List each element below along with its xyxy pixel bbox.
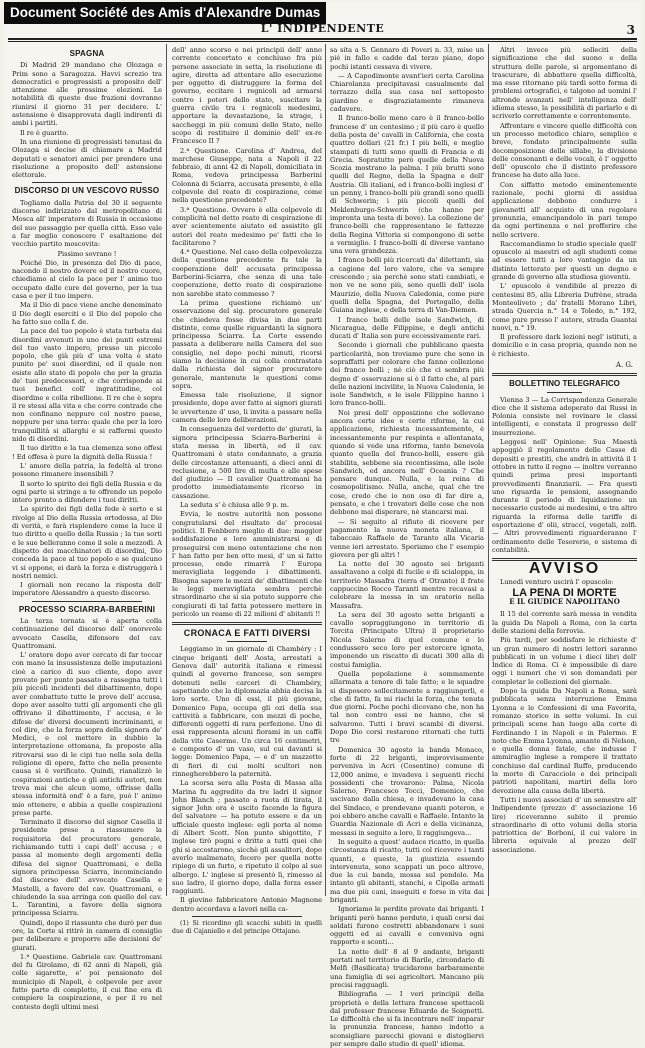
article-paragraph: Lo spirito dei figli della fede è sorto e si rivolge al Dio della Russia ortodossa, al Dio di verità, e farà risplendere come la luce il tuo diritto e quello della Russia ; la tue sorti e le sue belleranno come il sole a mezzodì. A dispetto dei macchinatori di disordini, Dio conceda la pace al tuo popolo e se qualcuno vi si oppone, ei darà la forza e distruggerà i nostri nemici. [12,505,162,580]
article-paragraph: Quella popolazione è sommamente allarmata a tenore di tale fatto; e le squadre si disposero sollecitamente a raggiungerli, e che di fatto, fa mi rischi la forza, che tenuta due giorni. Poche pochi dicevano che, non ha tal non contro essi ne hanno, che si salvarono. Tutti i bravi scambi di diversi. Dopo Dio corsi restarono ritornati che tutti tre [330,669,484,745]
article-paragraph: Il re è guarito. [20,128,69,137]
article-paragraph: Leggiamo in un giornale di Chambéry : I cinque briganti dell' Aosta, arrestati a Genova dall' autorità italiana e rimessi quindi al governo francese, son sempre detenuti nelle carceri di Chambéry, aspettando che la diplomazia abbia decisa la loro sorte. Uno di essi, il più giovane, Domenico Papa, occupa gli ozi della sua cattività a fabbricare, con mezzi di poche, differenti oggetti di rara perfezione. Uno di essi rappresenta alcuni fiorami in un caffè della vite Caserme. Un circa 16 centimetri, e composto d' un vaso, sul cui davanti si legge: Domenico Papa, — e d' un mazzetto di fiori di cui molti scultori non rinnegherebbero la paternità. [172,645,322,778]
column-4 [492,46,637,896]
article-paragraph: In seguito a quest' audace ricatto, in quella circostanza di ricatto, tutti col ricevere i tanti quanti, e queste, la giustizia essendo intervenuta, sono scappati un poco altrove, due la cui banda, mossa sul pendolo. Ma intanto gli abitanti, stanchi, e Cipolla armati ma due più cani, inseguiti e forse in vita dai briganti. [330,837,484,904]
article-paragraph: Poiché Dio, in presenza del Dio di pace, nacondo il nostro dovere ed il nostro cuore, chiediamo al cielo la pace per l' animo tuo occupato dalle cure del governo, per la tua casa e per il tuo impero. [12,258,162,301]
article-paragraph: 2.ª Questione. Carolina d' Andrea, del marchese Giuseppe, nata a Napoli il 22 febbraio, di anni 42 di Napoli, domiciliata in Roma, vedova principessa Barberini Colonna di Sciarra, accusata presente, è ella colpevole del reato di cospirazione, come nella questione precedente? [172,146,322,205]
article-paragraph: Emessa tale risoluzione, il signor presidente, dopo aver fatto ai signori giurati le avvertenze d' uso, li invita a passare nella camera delle loro deliberazioni. [172,391,322,425]
article-paragraph: La seduta s' è chiusa alle 9 p. m. [180,501,290,510]
article-paragraph: Ignoriamo le perdite provate dai briganti. I briganti però hanno perduto, i quali corsi dai soldati furono costretti abbandonare i suoi oggetti ed ai cavalli e conveniva ogni rapporto e sconti... [330,905,484,947]
page-number: 3 [626,23,635,37]
footnote: (1) Si ricordino gli scacchi subiti in quelli due dì Cajaniello e del principe Ottajano. [172,919,322,936]
article-paragraph: Di Madrid 29 mandano che Olozaga e Prim sono a Saragozza. Havvi screzio tra democratici e progressisti a proposito dell' attenzione alle prossime elezioni. Le notabilità di queste due frazioni dovranno riunirsi il giorno 31 per decidere. L' astensione è disapprovata dagli indirenti di ambi i partiti. [12,61,162,128]
article-paragraph: Dopo la guida Da Napoli a Roma, sarà pubblicata senza interruzione Emma Lyonna e le Confessioni di una Favorita, romanzo storico in sette volumi. In cui principali scene han luogo alla corte di Ferdinando I in Napoli e in Palermo. E noto che Emma Lyonna, amante di Nelson, e quella donna fatale, che indusse l' ammiraglio inglese a rompere il trattato conchiuso dal cardinal Ruffo, producendo la morte di Caracciolo e dei principali patrioti napolitani, martiri della loro devozione alla causa della libertà. [492,687,637,795]
article-paragraph: La pace del tuo popolo è stata turbata dai disordini avvenuti in uno dei punti estremi del tuo vasto impero, presso un piccolo popolo, che già più d' una volta è stato punito pe' suoi disordini, ed il quale non esiste allo stato di popolo che per la grazia de' tuoi predecessori, e che corrisponde ai tuoi benefici coll' ingratitudine, col disordine e colla ribellione. Il re che è sopra il re stessi alla vita e che corre contrade che non confinano neppure col nostro paese, neppure per una terra: quale che per la loro tranquillità si allarghi e si raffermi questo nido di disordini. [12,327,162,444]
column-divider [166,44,167,896]
section-divider [32,182,142,183]
article-paragraph: Secondo i giornali che pubblicano questa particolarità, non troviamo pure che sono in sopraffatti per colorare che fanno collezione dei franco bolli ; nè ciò che ci sembra più degno d' osservazione si è il fatto che, al pari delle nazioni incivilite, la Nuova Caledonia, le isole Sandwich, e le isole Filippine hanno i loro franco-bolli. [330,341,484,408]
article-paragraph: L' opuscolo è vendibile al prezzo di centesimi 85, alla Libreria Dufrène, strada Monteoliveto ; da' fratelli Morano Libri, strada Quercia n.° 14 e Toledo, n.° 192, come pure presso l' autore, strada Guantai nuovi, n.° 19. [492,282,637,332]
article-paragraph: Vienna 3 — La Corrispondenza Generale dice che il sistema adoperato dai Russi in Polonia consiste nel rovinare le classi intelligenti, e constata il progresso dell' insurrezione. [492,395,637,437]
article-paragraph: Con siffatto metodo eminentemente razionale, pochi giorni di assidua applicazione debbono condurre i giovanetti all' acquisto di una regolare pronunzia, emancipandolo in pari tempo da ogni pertinenza e nel profferire che nello scrivere. [492,180,637,239]
section-heading-discorso: DISCORSO DI UN VESCOVO RUSSO [14,186,160,196]
article-paragraph: Tutti i nuovi associati d' un semestre all' Indipendente (prezzo d' associazione 16 lire) riceveranno subito il premio straordinario di otto volumi della storia patriottica de' Borboni, il cui valore in libreria equivale al prezzo dell' associazione. [492,795,637,854]
article-paragraph: L' amore della patria, la fedeltà al trono possono rimanere insensibili ? [12,461,162,479]
section-heading-cronaca: CRONACA E FATTI DIVERSI [183,628,311,639]
avviso-heading: AVVISO [528,560,601,578]
article-paragraph: Quindi, dopo il riassunto che durò per due ore, la Corte si ritirò in camera di consiglio per deliberare e proporre alle decisioni de' giurati. [12,918,162,952]
section-divider [492,373,637,376]
column-divider [325,44,326,896]
newspaper-page [4,2,641,1048]
article-paragraph: 1.ª Questione. Gabriele cav. Quattromani del fu Girolamo, di 62 anni di Napoli, già colle sigarette, e' poi pensionato del municipio di Napoli, è colpevole per aver fatto parte di complotto, il cui fine era di compiere la cospirazione, e per il re nel contesto degli ultimi mesi [12,952,162,1011]
article-paragraph: La scorsa sera alla Posta di Massa alla Marina fu aggredito da tre ladri il signor John Blanch ; passato a ruota di tirata, il signor John ora è uscito facendo la figura del salvatore — ha potuto essere e da un ufficiale questo inglese: egli porta al nome di Albert Scott. Non punto sbigottito, l' inglese tirò pugni e dritte a tutti quei che ghi si accostarono, sicchè gli assalitori, dopo averlo malmenato, fecero per quella notte ripiego di un furto, e ripetuto il colpo al suo albergo. L' inglese si presentò lì, rimesso al suo ladro, il giorno dopo, dalla forza esser raggiunti. [172,779,323,896]
column-1 [12,46,162,1011]
article-paragraph: sa sita a S. Gennaro di Poveri n. 33, mise un pié in fallo e cadde dal terzo piano, dopo pochi istanti cessava di vivere. [330,46,484,71]
article-paragraph: Il franco-bollo meno caro è il franco-bollo francese d' un centesimo ; il più caro è quello della posta de' cavalli in California, che costa quattro dollari (21 fr.) I più belli, e meglio stampati di tutti sono quelli di Francia e di Grecia. Sopratutto però quelle della Nuova Scozia mostrano la palma. I più brutti sono quelli del Regno, della la Spagna e dell' Austria. Gli italiani, ed i franco-bolli inglesi d' un penny, i franco-bolli più grandi sono quelli di Schwerin; i più piccoli quelli del Meklenburgo-Schwerin (che hanno per impronta una testa di bove). La collezione de' franco-bolli che rappresentano le fattezze della Regina Vittoria si compongono di sette a vermiglio. I franco-bolli di diverse vantano una vera grandezza. [330,114,484,256]
article-paragraph: 3.ª Questione. Ovvero è ella colpevole di complicità nel detto reato di cospirazione di aver scientemente aiutato ed assistito gli autori del reato medesimo pe' fatti che lo facilitarono ? [172,205,322,247]
article-paragraph: I franco bolli più ricercati da' dilettanti, sia a cagione del loro valore, che va sempre crescendo ; sia perchè sono stati cambiati, e non ve ne sono più, sono quelli dell' isola Maurizio, della Nuova Caledonia, come pure quelli della Spagna, del Portogallo, della Guiana inglese, e della terra di Van-Diemen. [330,256,484,315]
footnote-divider [192,916,302,917]
section-heading-processo: PROCESSO SCIARRA-BARBERINI [18,604,156,614]
article-paragraph: La terza tornata si è aperta colla continuazione del discorso dell' onorevole avvocato Casella, difensore del cav. Quattromani. [12,617,162,650]
column-2 [172,46,323,936]
article-paragraph: I franco bolli delle isole Sandwich, di Nicaragua, delle Filippine, e degli antichi ducati d' Italia son pure eccessivamente rari. [330,315,484,341]
article-paragraph: dell' anno scorso e nei principii dell' anno corrente concertato e conchiuso fra più persone associate in setta, la risoluzione di agire, diretta ad attentare allo esecuzione per oggetto di distruggere la forma del governo, eccitare i regnicoli ad armarsi contro i poteri dello stato, suscitare la guerra civile tra i regnicoli medesimi, apportare la devastazione, la strage, i saccheggi in più comuni dello Stato, nello scopo di restituire il dominio dell' ex-re Francesco II ? [172,46,322,146]
article-paragraph: Domenica 30 agosto la banda Monaco, forte di 22 briganti, improvvisamente perveniva in Acri (Cosentino) comune di 12,000 anime, e invadeva i seguenti ricchi possidenti che trovarono: Palma, Nicola Salerno, Francesco Tocci, Domenico, che uscivano dalla chiesa, e invadevano la casa del Sindaco, e prendevano quanti poteron, e poi ebbero anche cavalli e Raffaele. Intanto la Guardia Nazionale di Acri e della vicinanza, messasi in seguito a loro, li raggiungeva... [330,745,484,837]
article-paragraph: Il sorto lo spirito dei figli della Russia e da ogni parte si stringe a te offrendo un popolo intero pronto a difendere i tuoi diritti. [12,479,162,505]
section-heading-bollettino: BOLLETTINO TELEGRAFICO [509,379,620,389]
article-paragraph: Il 15 del corrente sarà messa in vendita la guida Da Napoli a Roma, con la carta delle stazioni della ferrovia. [492,610,637,635]
article-paragraph: Bibliografia — I veri principii della proprietà e della lettura francese spettacoli dal professor francese Eduardo de Soignetti. Le difficoltà che si fa incontrare nell' imparar la pronunzia francese, hanno indotto a sconsigliare parecchi giovani e distogliervi per sempre dallo studio di quell' idioma. [330,990,484,1048]
article-paragraph: 4.ª Questione. Nel caso della colpevolezza della questione precedente fu tale la cooperazione dell' accusata principessa Barberini-Sciarra, che senza di una tale cooperazione, detto reato di cospirazione non sarebbe stato commesso ? [172,248,322,298]
section-divider [227,641,267,642]
article-paragraph: In conseguenza del verdetto de' giurati, la signora principessa Sciarra-Barberini è stata messa in libertà, ed il cav. Quattromani è stato condannato, a grazia delle circostanze attenuanti, a dieci anni di reclusione, a 500 lire di multa e alle spese del giudizio — Il cavalier Quattromani ha prodotto immediatamente ricorso in cassazione. [172,425,322,500]
article-paragraph: Più tardi, per soddisfare le richieste d' un gran numero di nostri lettori saranno pubblicati in un volume i dieci libri dell' Indice di Roma. Ci è impossibile di dare oggi i numeri che vi son domandati per completar le collezioni del giornale. [492,636,637,686]
article-paragraph: Il professore dark lezioni negl' istituti, a domicilio e in casa propria, quando non ne è richiesto. [492,333,637,358]
article-paragraph: Lunedì venturo uscirà l' opuscolo: [500,577,614,586]
article-paragraph: Togliamo dalla Patria del 30 il seguente discorso indirizzato dal metropolitano di Mosca all' imperatore di Russia in occasione del suo passaggio per quella città. Esso vale a far meglio conoscere l' esaltazione del vecchio partito moscovita: [12,198,162,249]
section-heading-spagna: SPAGNA [69,49,105,58]
society-banner: Document Société des Amis d'Alexandre Dumas [4,2,326,24]
article-paragraph: Noi presi dell' opposizione che sollevano ancora certe idee e certe riforme, la cui applicazione, richiesta incessantemente, è incessantemente pur respinta e allontanata, quando si vede una riforma, tanto benevola quanto quella del franco-bolli, essere già stabilita, sebbene sia recentissima, alle isole Sandwich, ed ancora nell' Oceania ? Che pensare dunque. Nulla, e la reina di cosmopolitismo. Nulla, anche, qual che tre cose, credo che io non oso di far dire a, pensato, e che i trovatori delle cose che non debbono mai disperare, nè stancarsi mai. [330,408,484,517]
article-paragraph: — Si seguito al rifiuto di ricevere per pagamento la nuova moneta italiana, il tabaccaio Raffaele de Taranto alla Vicaria venne ieri arrestato. Speriamo che l' esempio giovera per gli altri ! [330,517,484,559]
section-divider [172,622,322,625]
announcement-subtitle: E IL GIUDICE NAPOLITANO [509,597,620,607]
article-paragraph: Raccomandiamo lo studio speciale quell' opuscolo ai maestri ed agli studenti come ad essere tutti a loro vantaggio da un distinto letterato per questi un degno e grande di governo alla studiosa gioventù. [492,239,637,282]
article-paragraph: Affrontare e vincere quelle difficoltà con un processo metodico chiaro, semplice e breve, fondato principalmente sulla decomposizione delle sillabe, la divisione delle consonanti e delle vocali, è l' oggetto dell' opuscolo che il distinto professore francese ha dato alla luce. [492,121,637,180]
announcement-title: LA PENA DI MORTE [512,586,617,599]
article-paragraph: Terminato il discorso del signor Casella il presidente prese a riassumere la requisitoria del procuratore generale, richiamando tutti i capi dell' accusa ; e passa al momento degli argomenti della difesa del signor Quattromani, e della signora principessa Sciarra, incominciando dal discorso dell' avvocato Casella e Mastelli, a favore del cav. Quattromani, e chiudendo la sua arringa con quello del cav. L. Tarantini, a favore della signora principessa Sciarra. [12,818,162,918]
article-paragraph: La notte del 30 agosto sei briganti assaltavano a colpi di fucile e di scialoppa, in territorio Massafra (terra d' Otranto) il frate cappuccino Rocco Taranti mentre recavasi a celebrare la messa in un oratorio nella Massafra. [330,560,484,610]
header-rule-thin [8,41,637,42]
section-divider [32,601,142,602]
article-paragraph: La sera del 30 agosto sette briganti a cavallo sopraggiungono in territorio di Torcita (Principato Ultra) il proprietario Nicola Salerno di quel comune e lo condussero seco loro per estorcere ignota, imponendo un riscatto di ducati 300 alla di costui famiglia. [330,610,484,669]
article-paragraph: Ma il Dio di pace viene anche denominato il Dio degli eserciti e il Dio del popolo che ha fatto suo colla f. de. [12,301,162,326]
column-3 [330,46,484,1048]
article-paragraph: Altri invece più solleciti della significazione che del suono e della struttura delle parole, si argomentano di trascurare, di abbattere quella difficoltà, ma esse ritornano più tardi sotto forma di problemi ortografici, e talgono ad uomini l' altronde avanzati nell' intelligenza dell' idioma stesso, la possibilità di parlarlo e di scriverlo correttamente e correntemente. [492,46,637,121]
article-paragraph: In una riunione di progressisti tenutasi da Olozaga si decise di chiamare a Madrid deputati e senatori amici per prendere una risoluzione a proposito dell' astensione elettorale. [12,137,162,180]
header-rule [8,38,637,40]
article-paragraph: Il giovine fabbricatore Antonio Magnone dentro accordava a lavori nella ca- [172,896,322,913]
masthead: L' INDIPENDENTE [260,22,385,35]
section-divider [547,392,582,393]
article-paragraph: La prima questione richiamò un' osservazione del sig. procuratore generale che chiedeva fosse divisa in due parti distinte, come quelle riguardanti la signora principessa Sciarra. La Corte essendo passata a deliberare nella Camera del suo consiglio, nel dopo pochi minuti, ricorsi siamo la decisione in cui colla contrastata dalla richiesta del signor procuratore generale, mantenute le questioni come sopra. [172,298,322,390]
article-paragraph: Leggesi nell' Opinione: Sua Maestà appoggiò il regolamento delle Casse di depositi e prestiti, che andrà in attività il 1 ottobre in tutto il regno — inoltre verranno quindi prima presi importanti provvedimenti finanziarii. — Fra questi uno riguarda le pensioni, assegnando durante il periodo di liquidazione un necessario custode ai medesimi, e tra altro riguarda la riforma delle tariffe di esportazione d' olii, straccí, vegetali, zolfi. — Altri provvedimenti riguarderanno l' ordinamento delle Tesorerie, e sistema di contabilità. [492,438,637,554]
article-paragraph: L' oratore dopo aver cercato di far toccar con mano la insussistenza delle imputazioni cioè a carico di suo cliente, dopo aver provato per punto passato a rassegna tutti i più piccoli incidenti del dibattimento, dopo aver combattuto tutte le prove dell' accusa, dopo aver assolto tutti gli argomenti che gli offrivano il dibattimento, l' accusa, e le difese de' diversi documenti incriminanti, e col dire, che la forza sopra della signora de' Medici, e col mettere in dubbio la interpretazione ottomana, fa proposte alla ritrovarsi suo di le cipi tuo nella sola della religione di opere, fatto che nella presente causa si è verificato. Quindi, rianalizzò le cospirazioni antiche e gli antichi autori, non trova mai che alcun uomo, offrisse dalla stessa informità ond' è a fare, può l' animo mio ottenere, e abbia a quelle cospirazioni prese parte. [12,651,162,817]
article-paragraph: La notte dell' 8 al 9 andante, briganti portati nel territorio di Barile, circondario di Melfi (Basilicata) trucidarono barbaramente una famiglia di sei agricoltori. Mancano più precisi ragguagli. [330,947,484,989]
article-paragraph: Pissimo sovrano ! [57,249,117,258]
article-paragraph: Il tuo diritto e la tua clemenza sono offesi ! Ed offesa è pure la dignità della Russia ! [12,444,162,461]
article-paragraph: I giornali non recano la risposta dell' imperatore Alessandro a questo discorso. [12,581,162,598]
column-divider [488,44,489,896]
article-paragraph: Evvia, le nostre autorità non possono congratularsi del risultato de' processi politici. Il Fenbbero meglio di due: maggior soddisfazione e loro amministrarsi e di proseguirsi con meno ostentazione che non l' han fatto per ben otto mesi, d' un sì fatto processo, onde rimarrà l' Europa meravigliata leggendo i dibattimenti. Bisogna sapere le mezzi de' dibattimenti che le leggi meravigliata sembra perchè straordinario che si sia potuto supporre che congiurati di tal fatta potessero mettere in pericolo un reame di 22 milioni d' abitanti !! [172,510,322,618]
article-paragraph: — A Capodimonte avant'ieri certa Carolina Chiarolanza precipitavasi casualmente dal terrazzo della sua casa nel sottoposto giardino e disgraziatamente rimaneva cadavere. [330,71,484,114]
article-signature: A. G. [615,360,633,369]
